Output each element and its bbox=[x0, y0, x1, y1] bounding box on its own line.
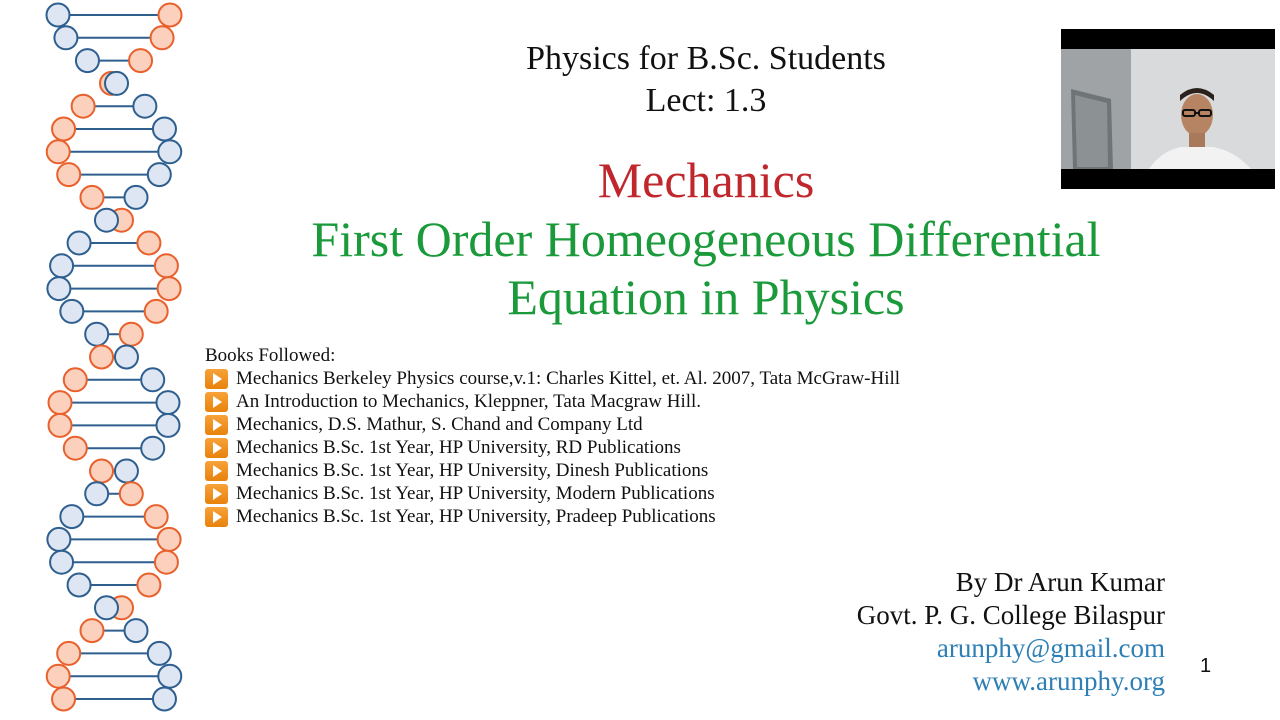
play-button-icon bbox=[205, 461, 228, 481]
book-item bbox=[205, 482, 900, 505]
lecture-number: Lect: 1.3 bbox=[645, 82, 767, 119]
play-button-icon bbox=[205, 392, 228, 412]
dna-base bbox=[49, 391, 72, 414]
dna-base bbox=[60, 505, 83, 528]
dna-base bbox=[47, 4, 70, 27]
dna-base bbox=[64, 368, 87, 391]
play-button-icon bbox=[205, 507, 228, 527]
dna-base bbox=[90, 460, 113, 483]
dna-base bbox=[105, 72, 128, 95]
dna-base bbox=[64, 437, 87, 460]
play-button-icon bbox=[205, 438, 228, 458]
dna-base bbox=[159, 4, 182, 27]
book-item bbox=[205, 390, 900, 413]
dna-base bbox=[155, 254, 178, 277]
author-block bbox=[857, 566, 1165, 698]
author-name: By Dr Arun Kumar bbox=[955, 567, 1165, 597]
dna-base bbox=[158, 528, 181, 551]
dna-base bbox=[156, 414, 179, 437]
dna-base bbox=[137, 232, 160, 255]
dna-base bbox=[148, 642, 171, 665]
dna-base bbox=[57, 163, 80, 186]
dna-base bbox=[60, 300, 83, 323]
dna-base bbox=[145, 505, 168, 528]
dna-base bbox=[47, 140, 70, 163]
dna-base bbox=[47, 528, 70, 551]
website-link[interactable]: www.arunphy.org bbox=[972, 666, 1165, 696]
dna-base bbox=[54, 26, 77, 49]
dna-base bbox=[80, 619, 103, 642]
dna-base bbox=[141, 437, 164, 460]
dna-base bbox=[115, 346, 138, 369]
dna-base bbox=[145, 300, 168, 323]
book-title: Mechanics Berkeley Physics course,v.1: Charles Kittel, et. Al. 2007, Tata McGraw-Hill bbox=[236, 368, 901, 389]
dna-base bbox=[129, 49, 152, 72]
dna-base bbox=[50, 551, 73, 574]
dna-base bbox=[72, 95, 95, 118]
dna-base bbox=[137, 574, 160, 597]
books-heading: Books Followed: bbox=[205, 345, 336, 366]
dna-base bbox=[68, 574, 91, 597]
book-item bbox=[205, 436, 900, 459]
play-button-icon bbox=[205, 484, 228, 504]
dna-base bbox=[47, 277, 70, 300]
topic-title-line-1: First Order Homeogeneous Differential bbox=[311, 211, 1101, 267]
dna-base bbox=[133, 95, 156, 118]
dna-base bbox=[141, 368, 164, 391]
dna-base bbox=[80, 186, 103, 209]
dna-base bbox=[50, 254, 73, 277]
dna-base bbox=[52, 688, 75, 711]
dna-base bbox=[85, 323, 108, 346]
college-name: Govt. P. G. College Bilaspur bbox=[856, 600, 1165, 630]
dna-base bbox=[120, 482, 143, 505]
dna-base bbox=[95, 209, 118, 232]
book-item bbox=[205, 505, 900, 528]
dna-base bbox=[151, 26, 174, 49]
dna-base bbox=[120, 323, 143, 346]
dna-base bbox=[153, 688, 176, 711]
dna-base bbox=[125, 186, 148, 209]
dna-base bbox=[156, 391, 179, 414]
course-title: Physics for B.Sc. Students bbox=[526, 40, 886, 77]
dna-base bbox=[95, 596, 118, 619]
dna-base bbox=[153, 118, 176, 141]
play-button-icon bbox=[205, 369, 228, 389]
book-item bbox=[205, 413, 900, 436]
topic-title-line-2: Equation in Physics bbox=[507, 269, 905, 325]
dna-base bbox=[57, 642, 80, 665]
play-button-icon bbox=[205, 415, 228, 435]
book-item bbox=[205, 367, 900, 390]
email-link[interactable]: arunphy@gmail.com bbox=[936, 633, 1165, 663]
book-title: Mechanics B.Sc. 1st Year, HP University, Pradeep Publications bbox=[236, 506, 716, 527]
book-title: Mechanics B.Sc. 1st Year, HP University, Dinesh Publications bbox=[236, 460, 709, 481]
dna-base bbox=[148, 163, 171, 186]
subject-title: Mechanics bbox=[597, 152, 815, 208]
dna-base bbox=[85, 482, 108, 505]
dna-helix-decoration bbox=[0, 0, 210, 720]
book-title: Mechanics, D.S. Mathur, S. Chand and Company Ltd bbox=[236, 414, 643, 435]
dna-base bbox=[49, 414, 72, 437]
dna-base bbox=[158, 140, 181, 163]
dna-base bbox=[158, 277, 181, 300]
dna-base bbox=[90, 346, 113, 369]
dna-base bbox=[125, 619, 148, 642]
dna-base bbox=[47, 665, 70, 688]
books-section bbox=[205, 344, 900, 528]
dna-base bbox=[68, 232, 91, 255]
slide-number: 1 bbox=[1200, 655, 1212, 677]
book-item bbox=[205, 459, 900, 482]
book-title: An Introduction to Mechanics, Kleppner, Tata Macgraw Hill. bbox=[236, 391, 702, 412]
dna-base bbox=[158, 665, 181, 688]
dna-base bbox=[155, 551, 178, 574]
dna-base bbox=[52, 118, 75, 141]
book-title: Mechanics B.Sc. 1st Year, HP University, RD Publications bbox=[236, 437, 681, 458]
book-title: Mechanics B.Sc. 1st Year, HP University, Modern Publications bbox=[236, 483, 715, 504]
dna-base bbox=[76, 49, 99, 72]
books-list bbox=[205, 367, 900, 528]
dna-base bbox=[115, 460, 138, 483]
